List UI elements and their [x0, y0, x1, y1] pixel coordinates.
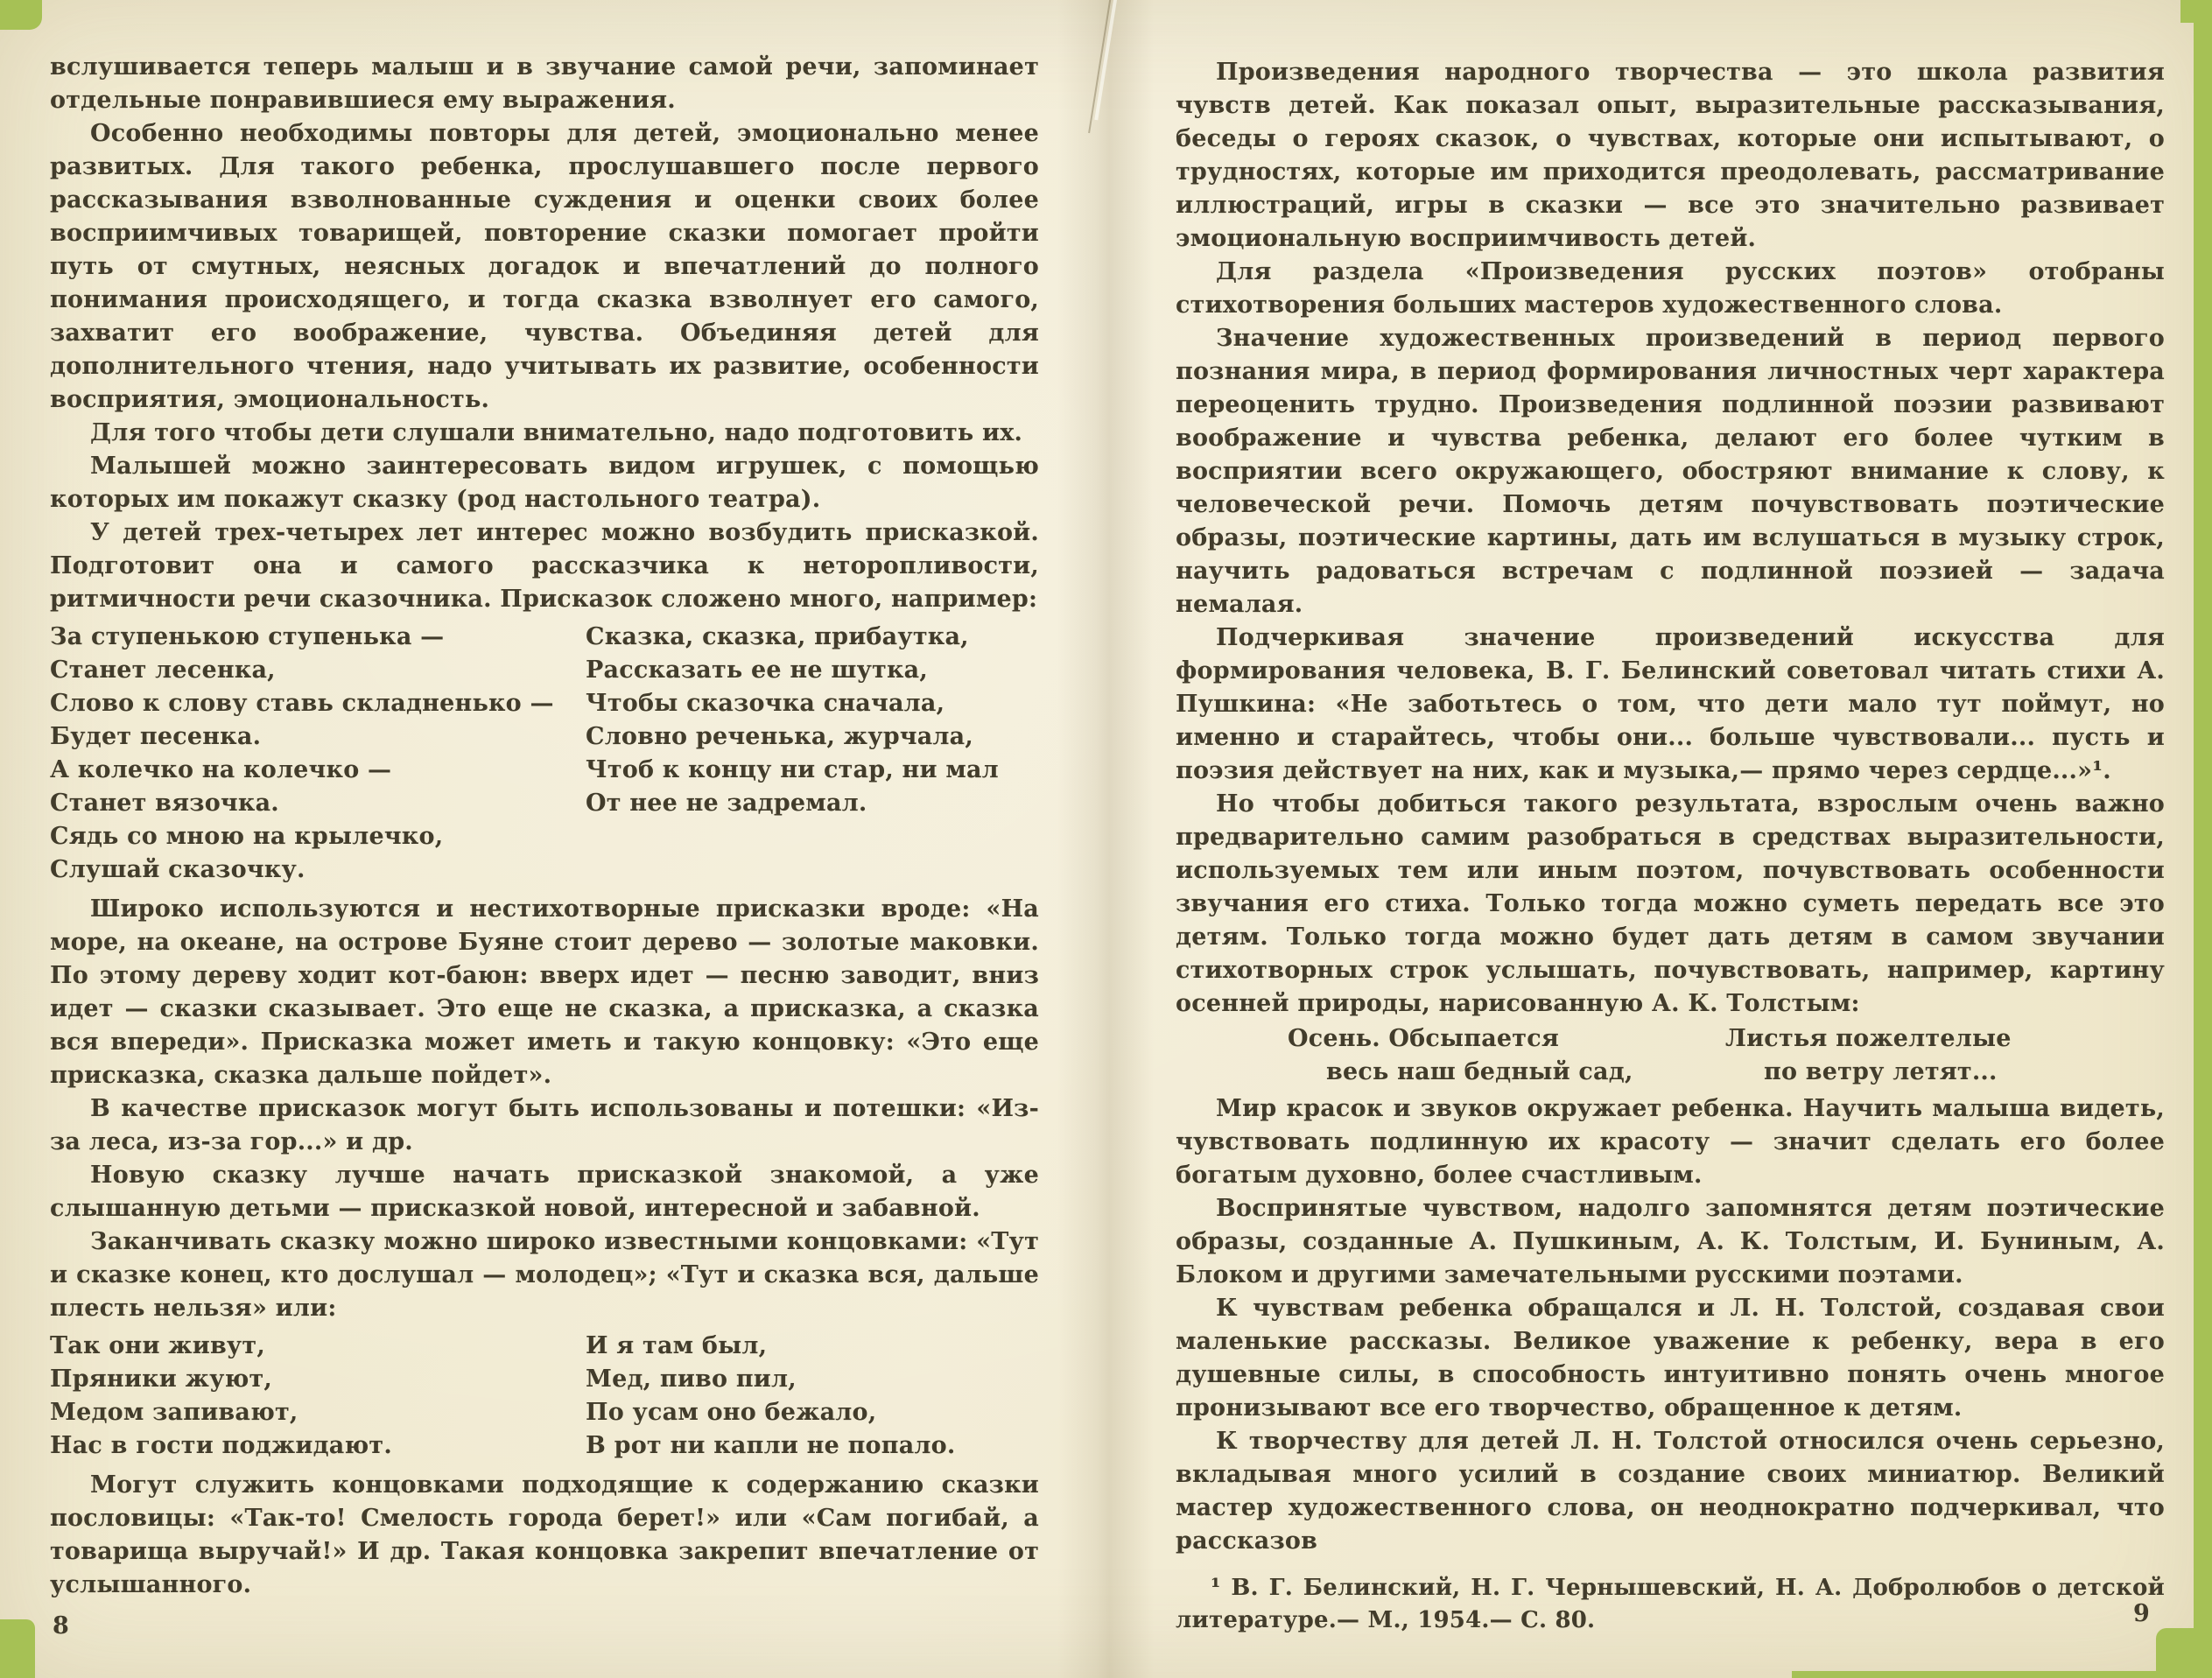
- verse-line: Сядь со мною на крылечко,: [50, 823, 444, 850]
- fold-crease: [1088, 0, 1113, 133]
- footnote: ¹ В. Г. Белинский, Н. Г. Чернышевский, Н. А. Добролюбов о детской литературе.— М., 1954.— С. 80.: [1176, 1575, 2165, 1633]
- verse-line: Нас в гости поджидают.: [50, 1432, 392, 1459]
- verse-line: В рот ни капли не попало.: [586, 1432, 956, 1459]
- page-number-left: 8: [53, 1612, 69, 1639]
- paragraph: Воспринятые чувством, надолго запомнятся детям поэтические образы, созданные А. Пушкиным, А. К. Толстым, И. Буниным, А. Блоком и другими замечательными русскими поэтами.: [1176, 1195, 2165, 1288]
- verse-column-left: [1288, 1022, 1725, 1089]
- verse-line: Осень. Обсыпается: [1288, 1025, 1560, 1052]
- verse-block-osen: [1176, 1022, 2165, 1089]
- verse-line: Медом запивают,: [50, 1399, 298, 1426]
- paragraph: Заканчивать сказку можно широко известными концовками: «Тут и сказке конец, кто дослушал — молодец»; «Тут и сказка вся, дальше плесть нельзя» или:: [50, 1228, 1039, 1322]
- verse-line: Слово к слову ставь складненько —: [50, 690, 554, 717]
- cover-edge-bottom: [1792, 1671, 2212, 1678]
- verse-column-right: [586, 621, 999, 887]
- verse-line: Станет лесенка,: [50, 656, 276, 684]
- paragraph: В качестве присказок могут быть использованы и потешки: «Из-за леса, из-за гор...» и др.: [50, 1095, 1039, 1155]
- paragraph: К чувствам ребенка обращался и Л. Н. Толстой, создавая свои маленькие рассказы. Великое уважение к ребенку, вера в его душевные силы, в способность интуитивно понять очень многое пронизывают все его творчество, обращенное к детям.: [1176, 1295, 2165, 1422]
- verse-line: по ветру летят...: [1764, 1058, 1998, 1085]
- verse-line: И я там был,: [586, 1332, 768, 1359]
- page-right: [1176, 56, 2165, 1637]
- verse-line: А колечко на колечко —: [50, 756, 392, 783]
- page-number-right: 9: [2133, 1600, 2150, 1627]
- verse-column-right: [586, 1330, 955, 1463]
- verse-line: Будет песенка.: [50, 723, 262, 750]
- verse-line: Чтобы сказочка сначала,: [586, 690, 945, 717]
- verse-line: Словно реченька, журчала,: [586, 723, 973, 750]
- paragraph: Мир красок и звуков окружает ребенка. Научить малыша видеть, чувствовать подлинную их красоту — значит сделать его более богатым духовно, более счастливым.: [1176, 1095, 2165, 1189]
- verse-line: Чтоб к концу ни стар, ни мал: [586, 756, 999, 783]
- paragraph: Значение художественных произведений в период первого познания мира, в период формирования личностных черт характера переоценить трудно. Произведения подлинной поэзии развивают воображение и чувства ребенка, делают его более чутким в восприятии всего окружающего, обостряют внимание к слову, к человеческой речи. Помочь детям почувствовать поэтические образы, поэтические картины, дать им вслушаться в музыку строк, научить радоваться встречам с подлинной поэзией — задача немалая.: [1176, 325, 2165, 618]
- paragraph: Но чтобы добиться такого результата, взрослым очень важно предварительно самим разобраться в средствах выразительности, используемых тем или иным поэтом, почувствовать особенности звучания его стиха. Только тогда можно суметь передать все это детям. Только тогда можно будет дать детям в самом звучании стихотворных строк услышать, почувствовать, например, картину осенней природы, нарисованную А. К. Толстым:: [1176, 790, 2165, 1017]
- cover-edge-top-left: [0, 0, 42, 30]
- cover-edge-bottom-left: [0, 1619, 35, 1678]
- verse-line: По усам оно бежало,: [586, 1399, 877, 1426]
- verse-column-left: [50, 621, 586, 887]
- verse-line: Рассказать ее не шутка,: [586, 656, 928, 684]
- paragraph: Малышей можно заинтересовать видом игрушек, с помощью которых им покажут сказку (род настольного театра).: [50, 453, 1039, 513]
- paragraph: Подчеркивая значение произведений искусства для формирования человека, В. Г. Белинский советовал читать стихи А. Пушкина: «Не заботьтесь о том, что дети мало тут поймут, но именно и старайтесь, чтобы они... больше чувствовали... пусть и поэзия действует на них, как и музыка,— прямо через сердце...»¹.: [1176, 624, 2165, 784]
- paragraph: У детей трех-четырех лет интерес можно возбудить присказкой. Подготовит она и самого рассказчика к неторопливости, ритмичности речи сказочника. Присказок сложено много, например:: [50, 519, 1039, 613]
- cover-edge-top-right: [2180, 0, 2212, 23]
- paragraph: вслушивается теперь малыш и в звучание самой речи, запоминает отдельные понравившиеся ему выражения.: [50, 53, 1039, 114]
- verse-line: Слушай сказочку.: [50, 856, 305, 883]
- gutter-shadow: [1057, 0, 1154, 1678]
- paragraph: Могут служить концовками подходящие к содержанию сказки пословицы: «Так-то! Смелость города берет!» или «Сам погибай, а товарища выручай!» И др. Такая концовка закрепит впечатление от услышанного.: [50, 1471, 1039, 1598]
- paragraph: Широко используются и нестихотворные присказки вроде: «На море, на океане, на острове Буяне стоит дерево — золотые маковки. По этому дереву ходит кот-баюн: вверх идет — песню заводит, вниз идет — сказки сказывает. Это еще не сказка, а присказка, а сказка вся впереди». Присказка может иметь и такую концовку: «Это еще присказка, сказка дальше пойдет».: [50, 895, 1039, 1089]
- verse-line: За ступенькою ступенька —: [50, 623, 445, 650]
- verse-line: Сказка, сказка, прибаутка,: [586, 623, 969, 650]
- paragraph: К творчеству для детей Л. Н. Толстой относился очень серьезно, вкладывая много усилий в создание своих миниатюр. Великий мастер художественного слова, он неоднократно подчеркивал, что рассказов: [1176, 1428, 2165, 1555]
- page-left: [50, 51, 1039, 1602]
- verse-line: Листья пожелтелые: [1725, 1025, 2012, 1052]
- verse-block-priskazka: [50, 621, 1039, 887]
- verse-line: Станет вязочка.: [50, 790, 279, 817]
- paragraph: Новую сказку лучше начать присказкой знакомой, а уже слышанную детьми — присказкой новой, интересной и забавной.: [50, 1162, 1039, 1222]
- verse-line: Пряники жуют,: [50, 1366, 272, 1393]
- verse-line: Так они живут,: [50, 1332, 265, 1359]
- verse-column-right: [1725, 1022, 2012, 1089]
- verse-block-koncovka: [50, 1330, 1039, 1463]
- verse-line: От нее не задремал.: [586, 790, 867, 817]
- verse-line: весь наш бедный сад,: [1326, 1058, 1633, 1085]
- cover-edge-right: [2194, 0, 2212, 1678]
- verse-line: Мед, пиво пил,: [586, 1366, 797, 1393]
- paragraph: Для раздела «Произведения русских поэтов» отобраны стихотворения больших мастеров художественного слова.: [1176, 258, 2165, 319]
- verse-column-left: [50, 1330, 586, 1463]
- paragraph: Для того чтобы дети слушали внимательно, надо подготовить их.: [90, 419, 1023, 446]
- paragraph: Особенно необходимы повторы для детей, эмоционально менее развитых. Для такого ребенка, прослушавшего после первого рассказывания взволнованные суждения и оценки своих более восприимчивых товарищей, повторение сказки помогает пройти путь от смутных, неясных догадок и впечатлений до полного понимания происходящего, и тогда сказка взволнует его самого, захватит его воображение, чувства. Объединяя детей для дополнительного чтения, надо учитывать их развитие, особенности восприятия, эмоциональность.: [50, 120, 1039, 413]
- paragraph: Произведения народного творчества — это школа развития чувств детей. Как показал опыт, выразительные рассказывания, беседы о героях сказок, о чувствах, которые они испытывают, о трудностях, которые им приходится преодолевать, рассматривание иллюстраций, игры в сказки — все это значительно развивает эмоциональную восприимчивость детей.: [1176, 59, 2165, 252]
